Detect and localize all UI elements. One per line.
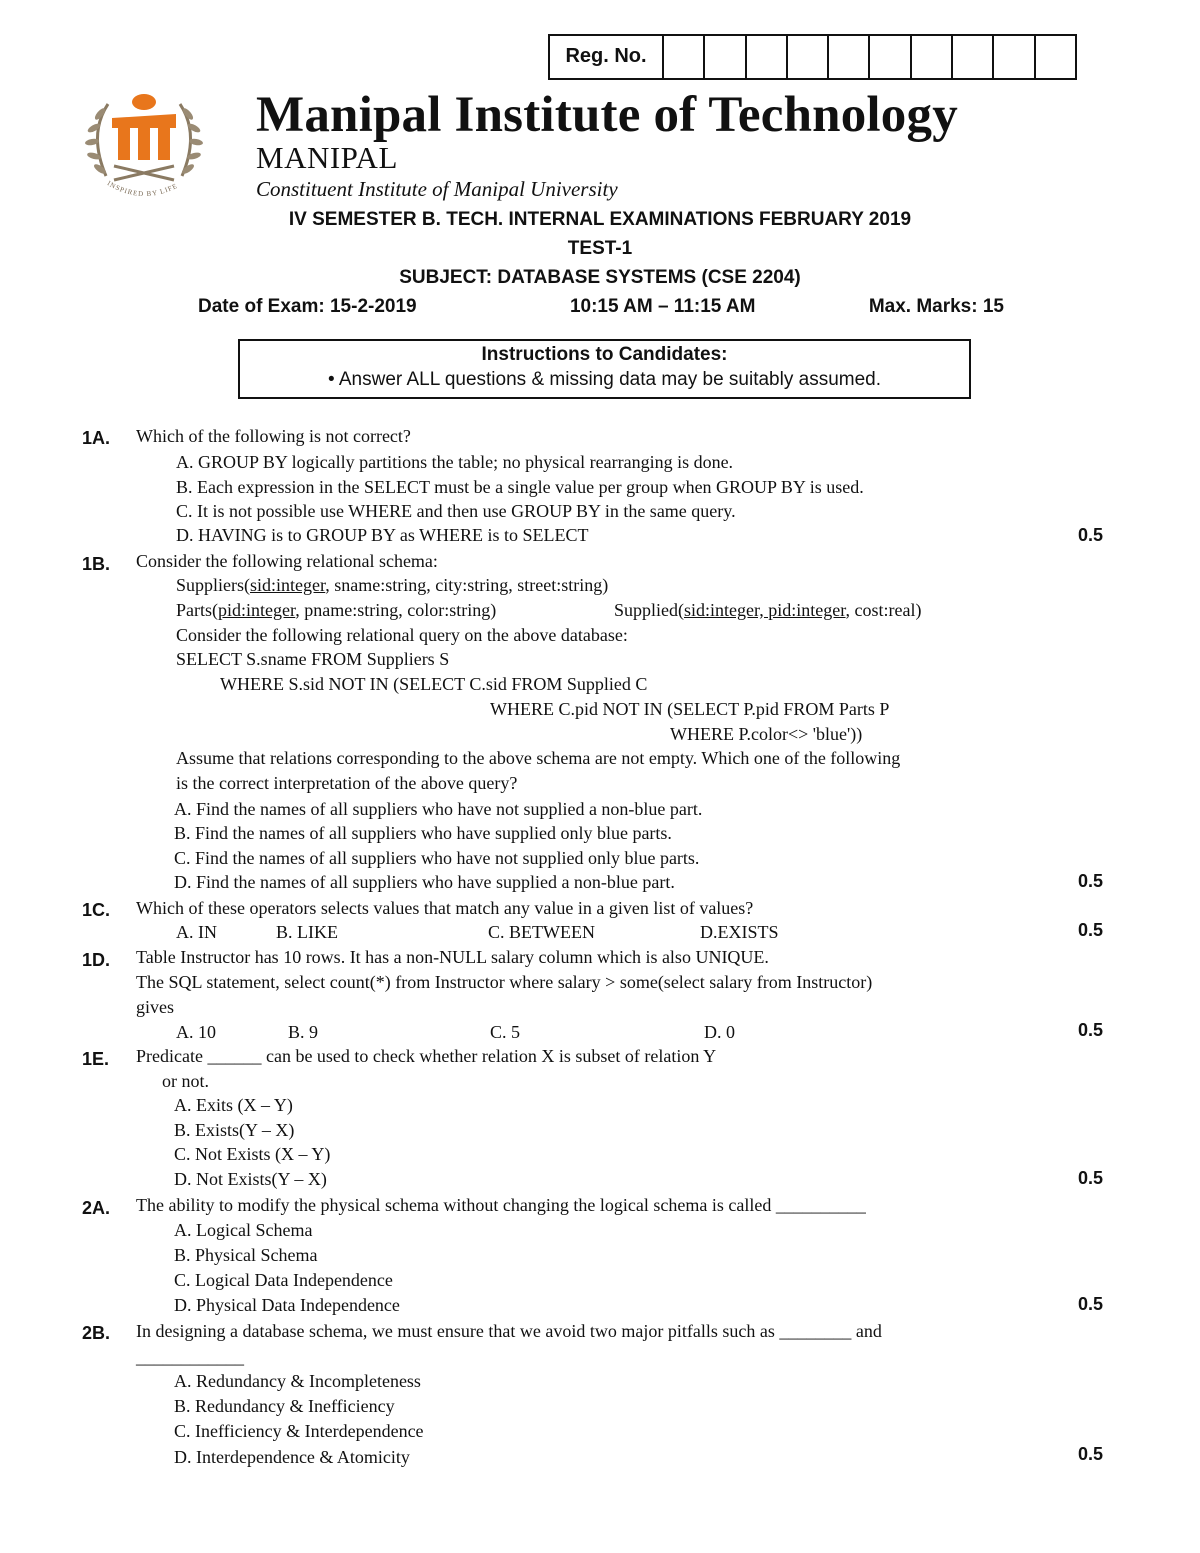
question-marks: 0.5 xyxy=(1078,871,1104,891)
option: C. Logical Data Independence xyxy=(174,1270,393,1290)
test-title: TEST-1 xyxy=(567,238,633,259)
question-text: ____________ xyxy=(136,1347,244,1367)
question-number: 1B. xyxy=(82,554,111,574)
question-text: Table Instructor has 10 rows. It has a non-NULL salary column which is also UNIQUE. xyxy=(136,947,769,967)
institute-logo xyxy=(78,84,210,206)
reg-cell xyxy=(747,36,788,78)
subject-title: SUBJECT: DATABASE SYSTEMS (CSE 2204) xyxy=(399,267,801,288)
question-text: Which of these operators selects values that match any value in a given list of values? xyxy=(136,898,754,918)
option: C. 5 xyxy=(490,1022,521,1042)
question-text: The ability to modify the physical schema without changing the logical schema is called __________ xyxy=(136,1195,866,1215)
option: C. Find the names of all suppliers who have not supplied only blue parts. xyxy=(174,848,700,868)
reg-cell xyxy=(912,36,953,78)
question-text: Consider the following relational schema: xyxy=(136,551,438,571)
query-line: SELECT S.sname FROM Suppliers S xyxy=(176,649,450,669)
institute-city: MANIPAL xyxy=(256,140,398,175)
svg-text:INSPIRED BY LIFE xyxy=(106,179,179,198)
option: B. Each expression in the SELECT must be a single value per group when GROUP BY is used. xyxy=(176,477,864,497)
question-marks: 0.5 xyxy=(1078,920,1104,940)
schema-supplied: Supplied(sid:integer, pid:integer, cost:real) xyxy=(614,600,922,620)
exam-date: Date of Exam: 15-2-2019 xyxy=(198,296,417,317)
question-number: 2B. xyxy=(82,1323,111,1343)
question-number: 1C. xyxy=(82,900,111,920)
option: A. GROUP BY logically partitions the table; no physical rearranging is done. xyxy=(176,452,734,472)
option: A. Logical Schema xyxy=(174,1220,313,1240)
option: C. Not Exists (X – Y) xyxy=(174,1144,331,1164)
question-number: 2A. xyxy=(82,1198,111,1218)
option: A. Redundancy & Incompleteness xyxy=(174,1371,421,1391)
reg-cell xyxy=(994,36,1035,78)
question-number: 1E. xyxy=(82,1049,110,1069)
question-text: or not. xyxy=(162,1071,209,1091)
option: B. 9 xyxy=(288,1022,319,1042)
instructions-box xyxy=(238,339,971,399)
option: B. Redundancy & Inefficiency xyxy=(174,1396,395,1416)
instructions-text: • Answer ALL questions & missing data may be suitably assumed. xyxy=(327,369,881,390)
option: C. It is not possible use WHERE and then use GROUP BY in the same query. xyxy=(176,501,736,521)
option: C. Inefficiency & Interdependence xyxy=(174,1421,424,1441)
institute-name: Manipal Institute of Technology xyxy=(256,87,958,143)
exam-title: IV SEMESTER B. TECH. INTERNAL EXAMINATIONS FEBRUARY 2019 xyxy=(288,209,912,230)
option: B. LIKE xyxy=(276,922,338,942)
option: A. Exits (X – Y) xyxy=(174,1095,293,1115)
reg-cell xyxy=(953,36,994,78)
option: C. BETWEEN xyxy=(488,922,595,942)
logo-motto: INSPIRED BY LIFE xyxy=(105,179,180,199)
question-marks: 0.5 xyxy=(1078,1294,1104,1314)
schema-suppliers: Suppliers(sid:integer, sname:string, city:string, street:string) xyxy=(176,575,609,595)
question-text: gives xyxy=(136,997,174,1017)
reg-cell xyxy=(1036,36,1075,78)
reg-cell xyxy=(664,36,705,78)
query-line: WHERE P.color<> 'blue')) xyxy=(670,724,863,744)
question-marks: 0.5 xyxy=(1078,1444,1104,1464)
exam-meta xyxy=(198,296,1004,318)
institute-affiliation: Constituent Institute of Manipal University xyxy=(256,177,618,201)
question-text: The SQL statement, select count(*) from Instructor where salary > some(select salary from Instructor) xyxy=(136,972,873,992)
option: D. HAVING is to GROUP BY as WHERE is to SELECT xyxy=(176,525,589,545)
query-line: WHERE S.sid NOT IN (SELECT C.sid FROM Supplied C xyxy=(220,674,648,694)
question-number: 1D. xyxy=(82,950,111,970)
query-intro: Consider the following relational query on the above database: xyxy=(176,625,628,645)
exam-time: 10:15 AM – 11:15 AM xyxy=(569,296,756,317)
question-number: 1A. xyxy=(82,428,111,448)
option: D. 0 xyxy=(704,1022,735,1042)
instructions-title: Instructions to Candidates: xyxy=(481,344,728,365)
question-text: is the correct interpretation of the above query? xyxy=(176,773,518,793)
option: D.EXISTS xyxy=(700,922,779,942)
option: D. Interdependence & Atomicity xyxy=(174,1447,410,1467)
question-text: Assume that relations corresponding to the above schema are not empty. Which one of the following xyxy=(176,748,901,768)
option: A. Find the names of all suppliers who have not supplied a non-blue part. xyxy=(174,799,703,819)
reg-cell xyxy=(705,36,746,78)
question-marks: 0.5 xyxy=(1078,1020,1104,1040)
question-text: Which of the following is not correct? xyxy=(136,426,411,446)
reg-cell xyxy=(788,36,829,78)
option: D. Physical Data Independence xyxy=(174,1295,400,1315)
reg-cell xyxy=(829,36,870,78)
option: A. 10 xyxy=(176,1022,216,1042)
question-text: In designing a database schema, we must ensure that we avoid two major pitfalls such as ________ and xyxy=(136,1321,882,1341)
option: B. Exists(Y – X) xyxy=(174,1120,295,1140)
option: D. Find the names of all suppliers who have supplied a non-blue part. xyxy=(174,872,675,892)
option: B. Physical Schema xyxy=(174,1245,318,1265)
schema-parts: Parts(pid:integer, pname:string, color:string) xyxy=(176,600,497,620)
question-marks: 0.5 xyxy=(1078,525,1104,545)
query-line: WHERE C.pid NOT IN (SELECT P.pid FROM Parts P xyxy=(490,699,890,719)
question-marks: 0.5 xyxy=(1078,1168,1104,1188)
option: B. Find the names of all suppliers who have supplied only blue parts. xyxy=(174,823,672,843)
max-marks: Max. Marks: 15 xyxy=(868,296,1004,317)
reg-cell xyxy=(870,36,911,78)
option: D. Not Exists(Y – X) xyxy=(174,1169,327,1189)
reg-number-label: Reg. No. xyxy=(550,36,664,78)
question-text: Predicate ______ can be used to check whether relation X is subset of relation Y xyxy=(136,1046,717,1066)
reg-number-box xyxy=(548,34,1077,80)
option: A. IN xyxy=(176,922,217,942)
